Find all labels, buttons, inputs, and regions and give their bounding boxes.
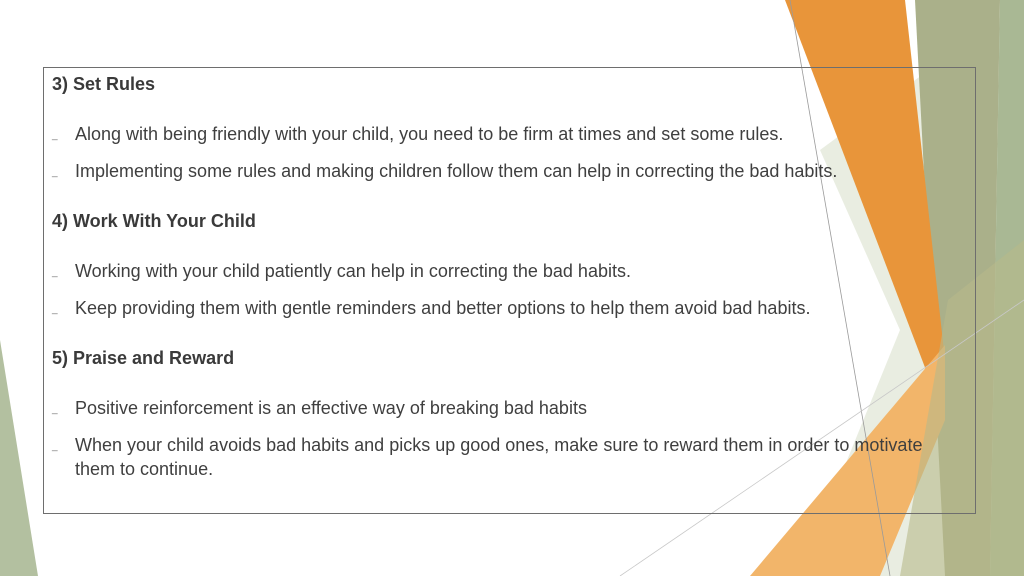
bullet-item	[52, 259, 942, 283]
left-green-shape	[0, 340, 38, 576]
bullet-text: When your child avoids bad habits and picks up good ones, make sure to reward them in order to motivate them to continue.	[75, 435, 923, 479]
section-heading: 5) Praise and Reward	[52, 348, 235, 368]
bullet-item	[52, 396, 942, 420]
bullet-item	[52, 159, 942, 183]
bullet-marker: _	[52, 267, 58, 278]
bullet-marker: _	[52, 167, 58, 178]
bullet-text: Working with your child patiently can help in correcting the bad habits.	[75, 261, 631, 281]
bullet-item	[52, 296, 942, 320]
bullet-item	[52, 122, 942, 146]
section-heading: 4) Work With Your Child	[52, 211, 256, 231]
bullet-text: Along with being friendly with your child, you need to be firm at times and set some rules.	[75, 124, 784, 144]
bullet-marker: _	[52, 404, 58, 415]
section-heading: 3) Set Rules	[52, 74, 156, 94]
bullet-marker: _	[52, 441, 58, 452]
bullet-marker: _	[52, 130, 58, 141]
bullet-item	[52, 433, 942, 481]
bullet-marker: _	[52, 304, 58, 315]
bullet-text: Positive reinforcement is an effective way of breaking bad habits	[75, 398, 587, 418]
bullet-text: Keep providing them with gentle reminders and better options to help them avoid bad habits.	[75, 298, 811, 318]
bullet-text: Implementing some rules and making children follow them can help in correcting the bad habits.	[75, 161, 838, 181]
content-box	[43, 67, 976, 514]
